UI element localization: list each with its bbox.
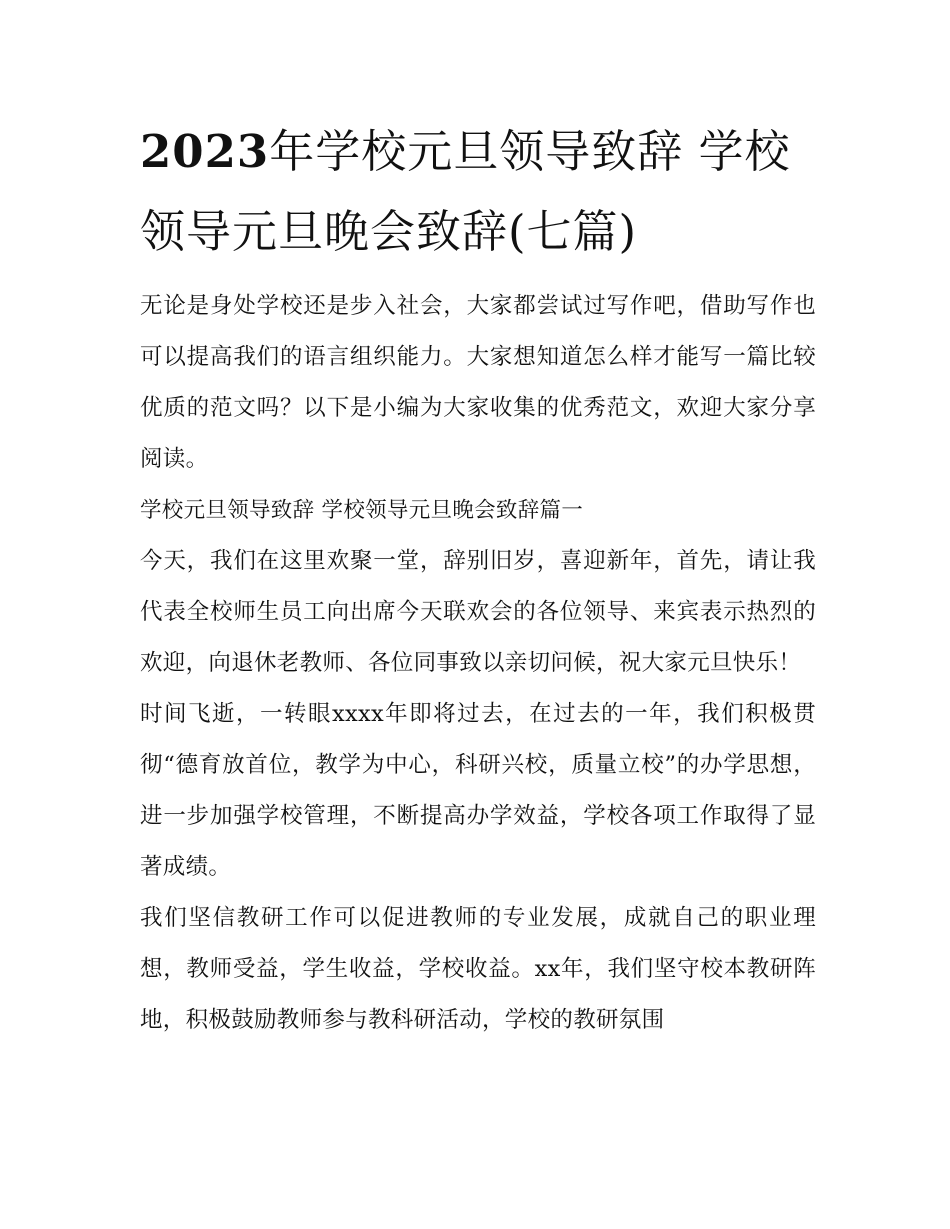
body-paragraph: 时间飞逝，一转眼xxxx年即将过去，在过去的一年，我们积极贯彻“德育放首位，教学为中心，科研兴校，质量立校”的办学思想，进一步加强学校管理，不断提高办学效益，学校各项工作取得了显著成绩。	[140, 701, 816, 880]
body-paragraph: 我们坚信教研工作可以促进教师的专业发展，成就自己的职业理想，教师受益，学生收益，学校收益。xx年，我们坚守校本教研阵地，积极鼓励教师参与教科研活动，学校的教研氛围	[140, 905, 816, 1033]
intro-paragraph: 无论是身处学校还是步入社会，大家都尝试过写作吧，借助写作也可以提高我们的语言组织能力。大家想知道怎么样才能写一篇比较优质的范文吗？以下是小编为大家收集的优秀范文，欢迎大家分享阅读。	[140, 293, 816, 472]
document-page	[140, 112, 816, 1046]
body-paragraph: 今天，我们在这里欢聚一堂，辞别旧岁，喜迎新年，首先，请让我代表全校师生员工向出席今天联欢会的各位领导、来宾表示热烈的欢迎，向退休老教师、各位同事致以亲切问候，祝大家元旦快乐！	[140, 548, 816, 676]
section-heading: 学校元旦领导致辞 学校领导元旦晚会致辞篇一	[140, 498, 584, 523]
title-text: 年学校元旦领导致辞 学校领导元旦晚会致辞(七篇)	[140, 125, 791, 258]
document-title	[140, 112, 816, 272]
title-year: 2023	[140, 125, 270, 178]
